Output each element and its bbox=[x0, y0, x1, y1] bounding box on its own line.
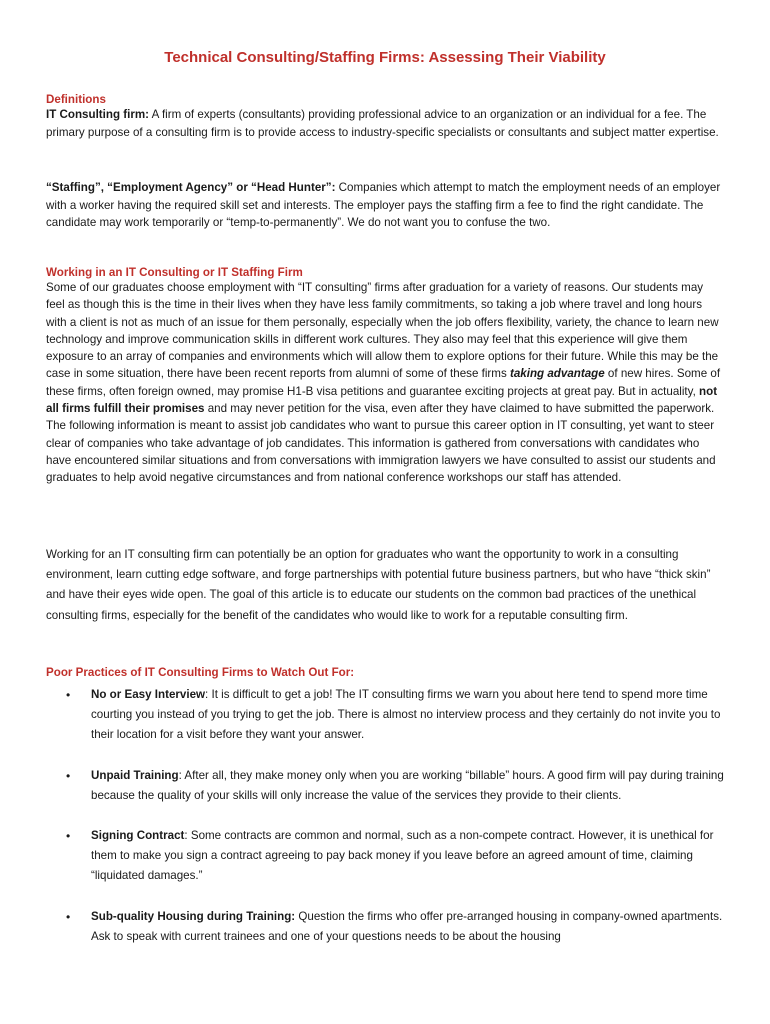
working-text-b: of new hires. Some of these firms, often foreign owned, may promise H1-B visa petitions and guarantee exciting projects at great pay. But in actuality, bbox=[46, 367, 721, 398]
option-section bbox=[46, 545, 724, 626]
list-item bbox=[46, 907, 724, 947]
practice-text: : Some contracts are common and normal, such as a non-compete contract. However, it is unethical for them to make you sign a contract agreeing to pay back money if you leave before an agreed amount of time, claiming “liquidated damages.” bbox=[91, 829, 714, 883]
list-item bbox=[46, 685, 724, 746]
working-text-a: Some of our graduates choose employment with “IT consulting” firms after graduation for a variety of reasons. Our students may feel as though this is the time in their lives when they have less family commitments, so taking a job where travel and long hours with a client is not as much of an issue for them personally, especially when the job offers flexibility, variety, the chance to learn new technology and improve communication skills in different work cultures. They also may feel that this experience will give them exposure to an array of companies and environments which will allow them to explore options for their future. While this may be the case in some situation, there have been recent reports from alumni of some of these firms bbox=[46, 281, 719, 381]
staffing-definition-section bbox=[46, 179, 724, 232]
list-item bbox=[46, 766, 724, 806]
definitions-section bbox=[46, 93, 724, 141]
staffing-term: “Staffing”, “Employment Agency” or “Head Hunter”: bbox=[46, 181, 336, 194]
it-consulting-text: A firm of experts (consultants) providing professional advice to an organization or an individual for a fee. The primary purpose of a consulting firm is to provide access to industry-specific specialists or consultants and subject matter expertise. bbox=[46, 108, 719, 139]
poor-practices-section bbox=[46, 666, 724, 967]
list-item bbox=[46, 826, 724, 887]
working-strong: not all firms fulfill their promises bbox=[46, 384, 718, 416]
staffing-definition bbox=[46, 179, 724, 232]
practice-text: : It is difficult to get a job! The IT consulting firms we warn you about here tend to spend more time courting you instead of you trying to get the job. There is almost no interview process and they certainly do not invite you to their location for a visit before they want your answer. bbox=[91, 688, 721, 742]
staffing-text: Companies which attempt to match the employment needs of an employer with a worker having the required skill set and interests. The employer pays the staffing firm a fee to find the right candidate. The candidate may work temporarily or “temp-to-permanently”. We do not want you to confuse the two. bbox=[46, 181, 721, 230]
practice-text: : After all, they make money only when you are working “billable” hours. A good firm will pay during training because the quality of your skills will only increase the value of the services they provide to their clients. bbox=[91, 768, 724, 802]
working-heading: Working in an IT Consulting or IT Staffing Firm bbox=[46, 266, 303, 279]
practice-term: Sub-quality Housing during Training: bbox=[91, 909, 296, 923]
practice-term: Unpaid Training bbox=[91, 768, 179, 782]
working-paragraph bbox=[46, 279, 724, 487]
practice-term: Signing Contract bbox=[91, 829, 185, 843]
practice-term: No or Easy Interview bbox=[91, 688, 206, 701]
bullet-icon: • bbox=[66, 768, 71, 783]
page-title: Technical Consulting/Staffing Firms: Assessing Their Viability bbox=[164, 49, 606, 66]
bullet-icon: • bbox=[66, 909, 71, 924]
working-emphasis: taking advantage bbox=[509, 367, 605, 381]
it-consulting-term: IT Consulting firm: bbox=[46, 108, 150, 121]
poor-practices-heading: Poor Practices of IT Consulting Firms to Watch Out For: bbox=[46, 666, 355, 679]
poor-practices-list bbox=[46, 685, 724, 947]
bullet-icon: • bbox=[66, 829, 71, 844]
working-text-c: and may never petition for the visa, even after they have claimed to have submitted the paperwork. The following information is meant to assist job candidates who want to pursue this career option in IT consulting, yet want to steer clear of companies who take advantage of job candidates. This information is gathered from conversations with candidates who have encountered similar situations and from conversations with immigration lawyers we have consulted to assist our students and graduates to help avoid negative circumstances and from national conference workshops our staff has attended. bbox=[46, 402, 716, 485]
option-paragraph: Working for an IT consulting firm can potentially be an option for graduates who want the opportunity to work in a consulting environment, learn cutting edge software, and forge partnerships with potential future business partners, but who have “thick skin” and have their eyes wide open. The goal of this article is to educate our students on the common bad practices of the unethical consulting firms, especially for the benefit of the candidates who would like to work for a reputable consulting firm. bbox=[46, 548, 711, 622]
definitions-heading: Definitions bbox=[46, 93, 106, 106]
working-section bbox=[46, 266, 724, 487]
it-consulting-definition bbox=[46, 106, 724, 141]
bullet-icon: • bbox=[66, 688, 71, 702]
practice-text: Question the firms who offer pre-arranged housing in company-owned apartments. Ask to speak with current trainees and one of your questions needs to be about the housing bbox=[91, 909, 723, 943]
